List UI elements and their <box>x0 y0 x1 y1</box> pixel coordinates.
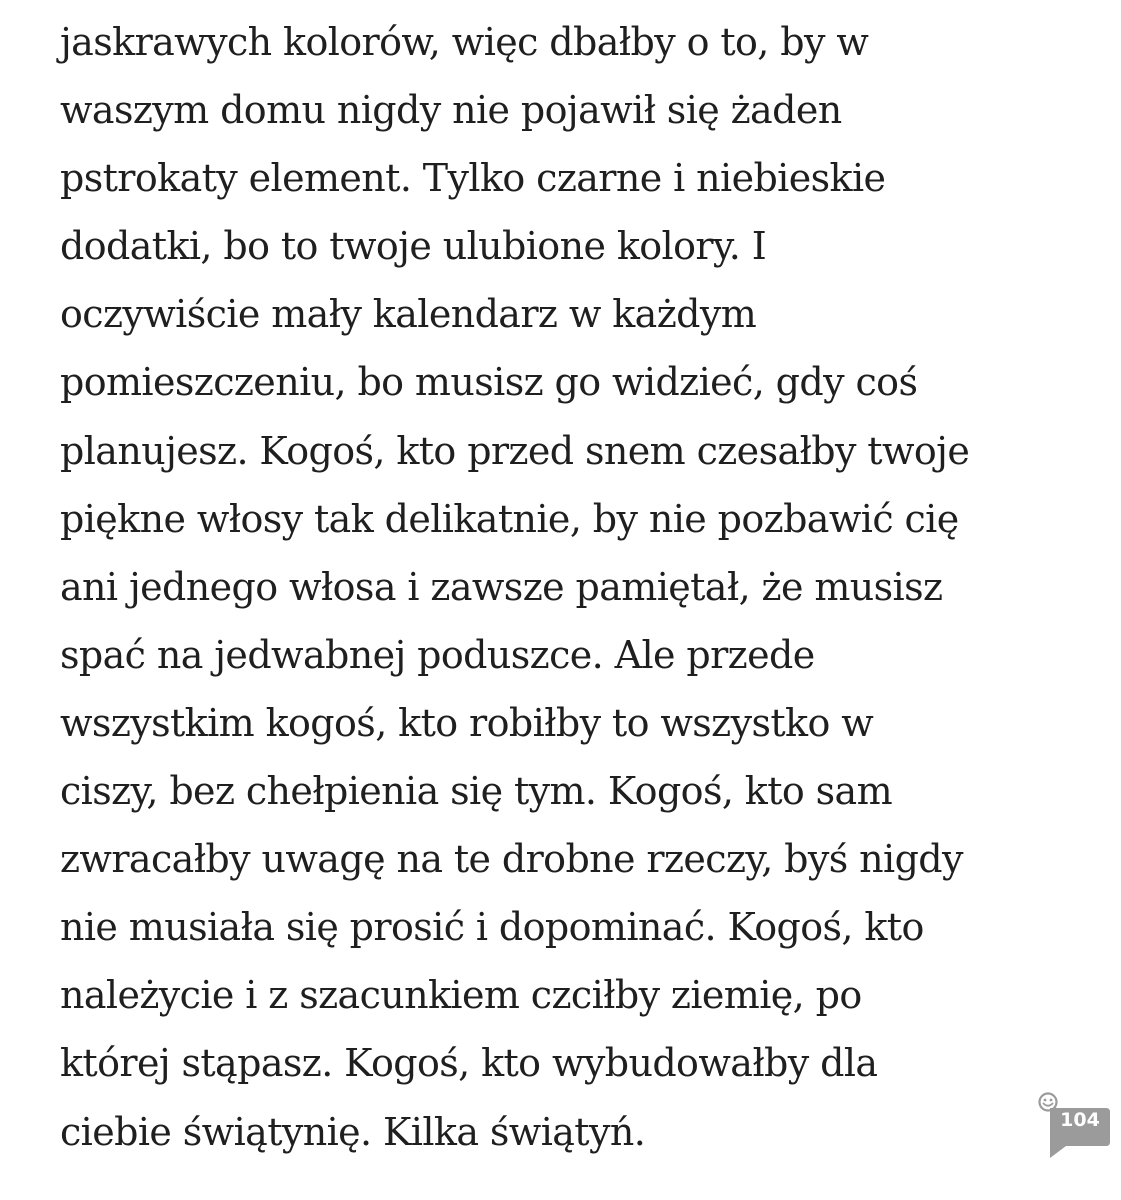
text-line: pstrokaty element. Tylko czarne i niebieskie <box>60 156 886 201</box>
text-line: jaskrawych kolorów, więc dbałby o to, by w <box>60 20 869 64</box>
text-line: waszym domu nigdy nie pojawił się żaden <box>60 88 842 133</box>
text-line: ciebie świątynię. Kilka świątyń. <box>60 1109 646 1154</box>
paragraph-comment-button[interactable] <box>1036 1092 1112 1164</box>
article-text <box>60 8 1100 1166</box>
text-line: spać na jedwabnej poduszce. Ale przede <box>60 632 815 677</box>
text-line: której stąpasz. Kogoś, kto wybudowałby dla <box>60 1041 878 1086</box>
text-line: ani jednego włosa i zawsze pamiętał, że musisz <box>60 564 943 609</box>
text-line: zwracałby uwagę na te drobne rzeczy, byś nigdy <box>60 837 963 882</box>
text-line: wszystkim kogoś, kto robiłby to wszystko w <box>60 700 874 745</box>
text-line: ciszy, bez chełpienia się tym. Kogoś, kto sam <box>60 769 893 814</box>
text-line: planujesz. Kogoś, kto przed snem czesałby twoje <box>60 428 970 473</box>
text-line: nie musiała się prosić i dopominać. Kogoś, kto <box>60 905 924 950</box>
text-line: oczywiście mały kalendarz w każdym <box>60 292 757 337</box>
text-line: należycie i z szacunkiem czciłby ziemię, po <box>60 973 862 1018</box>
text-line: pomieszczeniu, bo musisz go widzieć, gdy coś <box>60 360 918 405</box>
text-line: dodatki, bo to twoje ulubione kolory. I <box>60 224 767 269</box>
comment-count: 104 <box>1060 1109 1100 1131</box>
text-line: piękne włosy tak delikatnie, by nie pozbawić cię <box>60 496 959 541</box>
